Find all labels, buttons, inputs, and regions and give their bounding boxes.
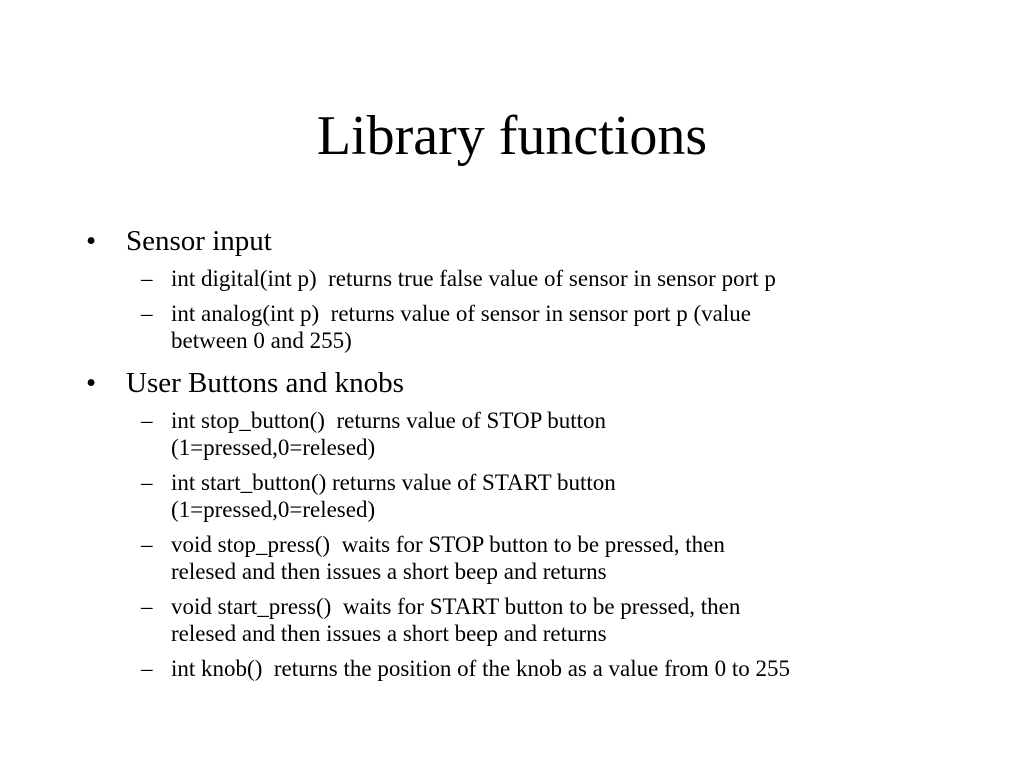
sub-bullet-text: int analog(int p) returns value of sensor in sensor port p (value [171, 301, 751, 326]
sub-bullet-list [86, 265, 966, 354]
sub-bullet-text-continued: (1=pressed,0=relesed) [171, 497, 376, 522]
sub-bullet-text: int knob() returns the position of the knob as a value from 0 to 255 [171, 656, 790, 681]
sub-bullet-digital [86, 265, 966, 292]
dash-icon: – [141, 470, 153, 495]
sub-bullet-text: void start_press() waits for START button to be pressed, then [171, 594, 741, 619]
sub-bullet-text: int start_button() returns value of START button [171, 470, 616, 495]
slide-body [86, 222, 966, 690]
dash-icon: – [141, 266, 153, 291]
sub-bullet-stop-button [86, 407, 966, 461]
bullet-sensor-input [86, 224, 966, 258]
sub-bullet-start-button [86, 469, 966, 523]
sub-bullet-analog [86, 300, 966, 354]
sub-bullet-text-continued: between 0 and 255) [171, 328, 352, 353]
sub-bullet-text-continued: relesed and then issues a short beep and returns [171, 559, 607, 584]
dash-icon: – [141, 408, 153, 433]
dash-icon: – [141, 656, 153, 681]
sub-bullet-knob [86, 655, 966, 682]
dash-icon: – [141, 594, 153, 619]
sub-bullet-text-continued: relesed and then issues a short beep and returns [171, 621, 607, 646]
sub-bullet-text: void stop_press() waits for STOP button to be pressed, then [171, 532, 725, 557]
dash-icon: – [141, 301, 153, 326]
sub-bullet-text: int digital(int p) returns true false value of sensor in sensor port p [171, 266, 776, 291]
sub-bullet-text-continued: (1=pressed,0=relesed) [171, 435, 376, 460]
bullet-icon: • [86, 367, 97, 399]
sub-bullet-list [86, 407, 966, 682]
bullet-icon: • [86, 225, 97, 257]
dash-icon: – [141, 532, 153, 557]
slide-title: Library functions [316, 105, 708, 167]
sub-bullet-text: int stop_button() returns value of STOP button [171, 408, 607, 433]
bullet-user-buttons-and-knobs [86, 366, 966, 400]
bullet-text: User Buttons and knobs [126, 367, 404, 399]
sub-bullet-start-press [86, 593, 966, 647]
bullet-text: Sensor input [126, 225, 272, 257]
sub-bullet-stop-press [86, 531, 966, 585]
